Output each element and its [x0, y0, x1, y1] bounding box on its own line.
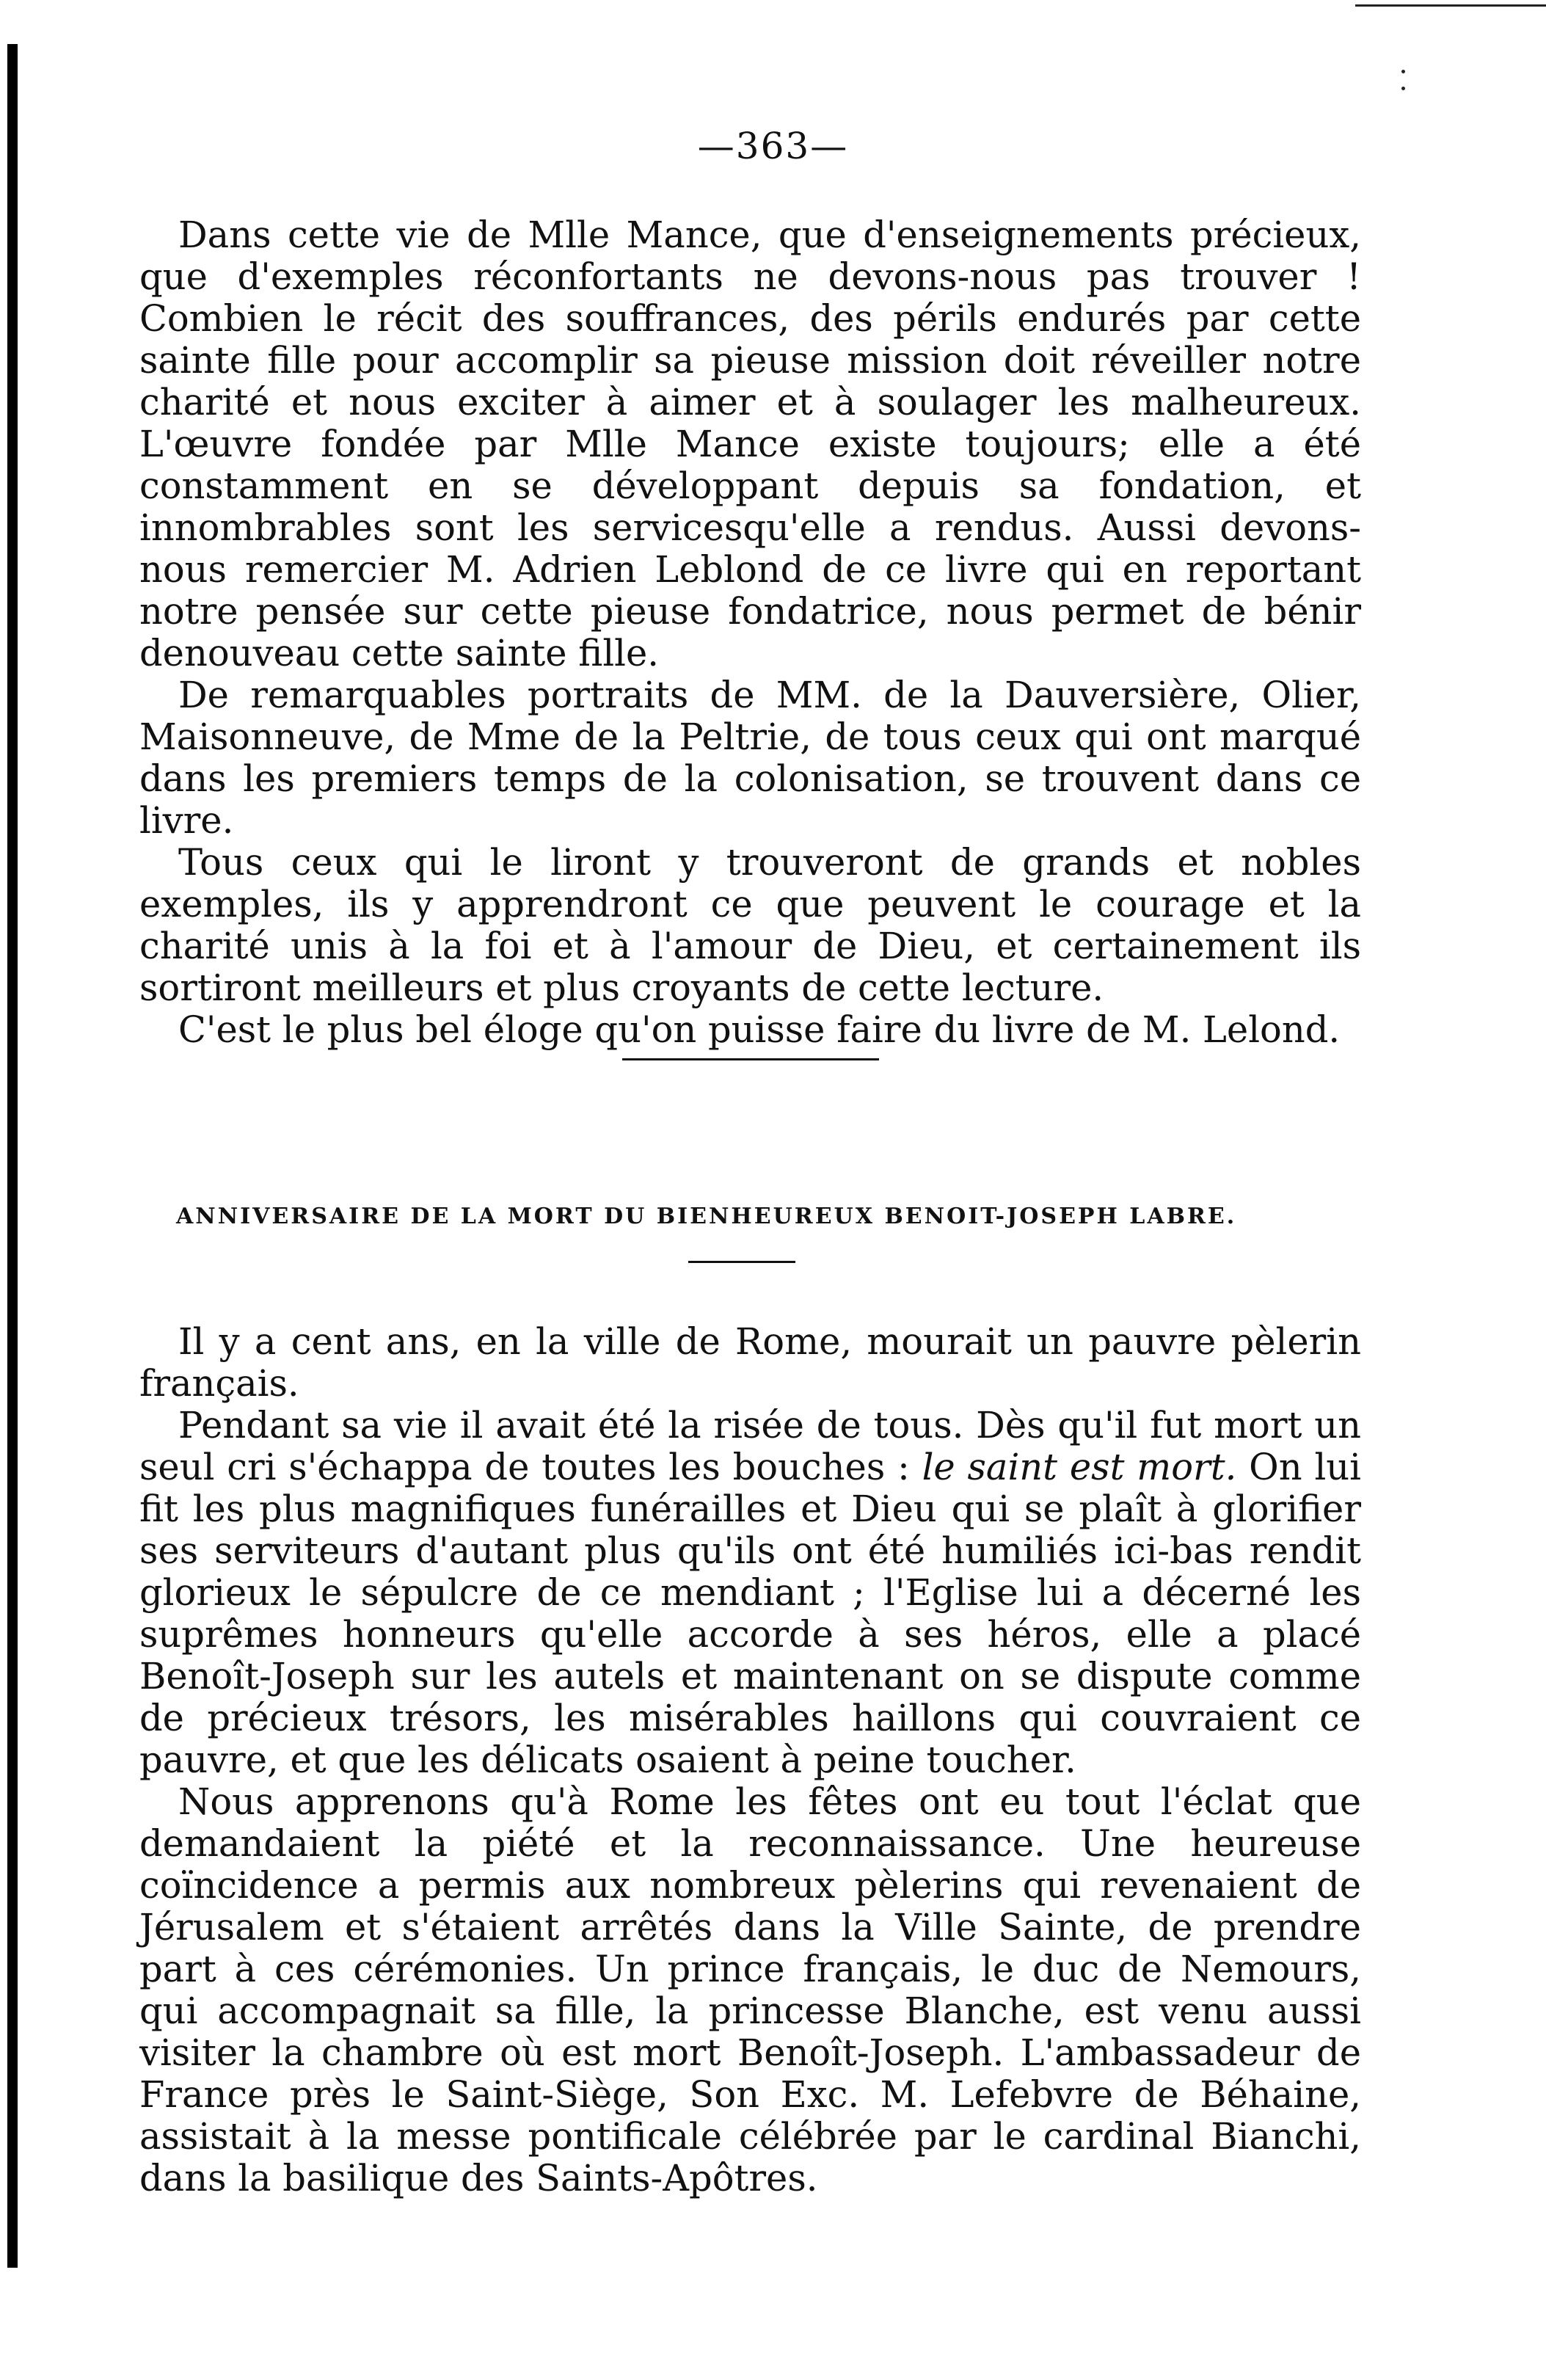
paragraph: Tous ceux qui le liront y trouveront de grands et nobles exemples, ils y apprendront ce que peuvent le courage et la charité unis à la foi et à l'amour de Dieu, et certainement ils sortiront meilleurs et plus croyants de cette lecture.	[139, 841, 1361, 1009]
heading-underline	[688, 1261, 795, 1263]
article-labre	[139, 1321, 1361, 2199]
text-run: On lui fit les plus magnifiques funérailles et Dieu qui se plaît à glorifier ses serviteurs d'autant plus qu'ils ont été humiliés ici-bas rendit glorieux le sépulcre de ce mendiant ; l'Eglise lui a décerné les suprêmes honneurs qu'elle accorde à ses héros, elle a placé Benoît-Joseph sur les autels et maintenant on se dispute comme de précieux trésors, les misérables haillons qui couvraient ce pauvre, et que les délicats osaient à peine toucher.	[139, 1446, 1361, 1781]
paragraph: C'est le plus bel éloge qu'on puisse faire du livre de M. Lelond.	[178, 1008, 1341, 1051]
scan-speck	[1401, 70, 1405, 73]
paragraph: Dans cette vie de Mlle Mance, que d'enseignements précieux, que d'exemples réconfortants ne devons-nous pas trouver ! Combien le récit des souffrances, des périls endurés par cette sainte fille pour accomplir sa pieuse mission doit réveiller notre charité et nous exciter à aimer et à soulager les malheureux. L'œuvre fondée par Mlle Mance existe toujours; elle a été constamment en se développant depuis sa fondation, et innombrables sont les servicesqu'elle a rendus. Aussi devons-nous remercier M. Adrien Leblond de ce livre qui en reportant notre pensée sur cette pieuse fondatrice, nous permet de bénir denouveau cette sainte fille.	[139, 214, 1361, 674]
article-mance	[139, 214, 1361, 1051]
scan-top-rule	[1355, 4, 1546, 7]
italic-quote: le saint est mort.	[922, 1446, 1237, 1488]
paragraph	[139, 1405, 1361, 1781]
scan-left-border	[7, 44, 18, 2268]
section-heading: ANNIVERSAIRE DE LA MORT DU BIENHEUREUX BENOIT-JOSEPH LABRE.	[176, 1204, 1237, 1229]
page-number: —363—	[697, 125, 849, 167]
paragraph: Nous apprenons qu'à Rome les fêtes ont eu tout l'éclat que demandaient la piété et la reconnaissance. Une heureuse coïncidence a permis aux nombreux pèlerins qui revenaient de Jérusalem et s'étaient arrêtés dans la Ville Sainte, de prendre part à ces cérémonies. Un prince français, le duc de Nemours, qui accompagnait sa fille, la princesse Blanche, est venu aussi visiter la chambre où est mort Benoît-Joseph. L'ambassadeur de France près le Saint-Siège, Son Exc. M. Lefebvre de Béhaine, assistait à la messe pontificale célébrée par le cardinal Bianchi, dans la basilique des Saints-Apôtres.	[139, 1780, 1361, 2199]
section-divider	[622, 1058, 879, 1060]
text-run: Pendant sa vie il avait été la risée de tous. Dès qu'il fut mort un seul cri s'échappa de toutes les bouches :	[139, 1404, 1361, 1488]
paragraph: Il y a cent ans, en la ville de Rome, mourait un pauvre pèlerin français.	[139, 1320, 1361, 1405]
scan-speck	[1401, 87, 1405, 90]
paragraph: De remarquables portraits de MM. de la Dauversière, Olier, Maisonneuve, de Mme de la Peltrie, de tous ceux qui ont marqué dans les premiers temps de la colonisation, se trouvent dans ce livre.	[139, 674, 1361, 842]
